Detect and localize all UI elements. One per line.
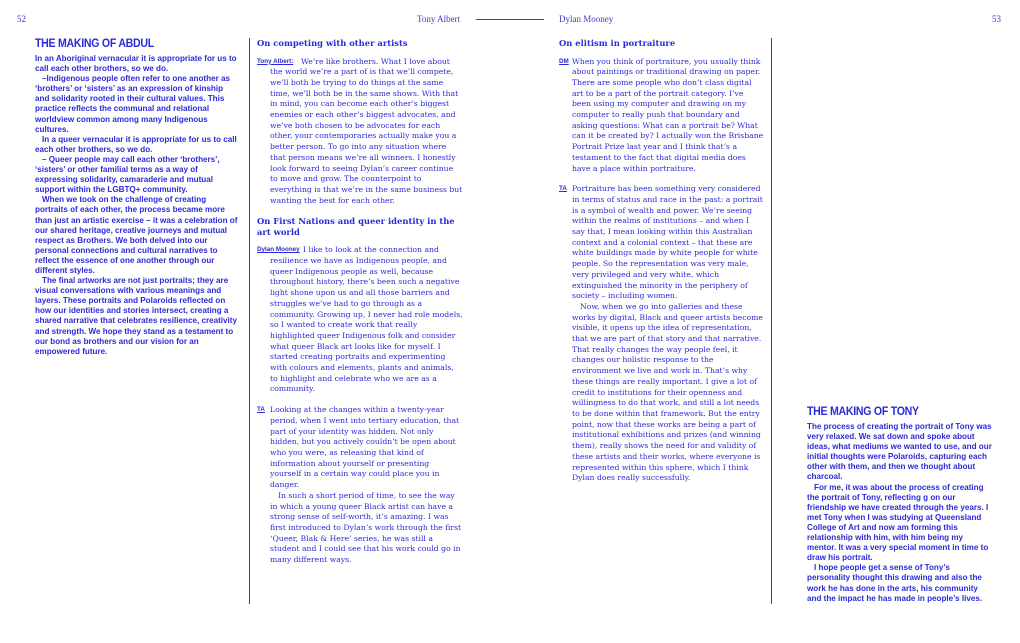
tony-paragraph: I hope people get a sense of Tony’s personality thought this drawing and also the work he has done in the arts, his community and the impact he has made in people’s lives.	[807, 563, 983, 603]
interview-answer	[559, 184, 764, 484]
tony-paragraph: The process of creating the portrait of Tony was very relaxed. We sat down and spoke about ideas, what mediums we wanted to use, and our initial thoughts were Polaroids, capturing each other with them, and then we thought about charcoal.	[807, 422, 992, 482]
tony-paragraph: For me, it was about the process of creating the portrait of Tony, reflecting g on our friendship we have created through the years. I met Tony when I was studying at Queensland College of Art and now am forming this relationship with him, with him being my mentor. It was a very special moment in time to draw his portrait.	[807, 482, 989, 563]
speaker-label: TA	[257, 406, 265, 414]
answer-text: I like to look at the connection and resilience we have as Indigenous people, and queer Indigenous people as well, because throughout history, there’s been such a negative light shone upon us and all those barriers and struggles we’ve had to go through as a community. Growing up, I never had role models, so I wanted to create work that really highlighted queer Indigenous folk and consider what queer Black art looks like for myself. I started creating portraits and experimenting with colours and elements, plants and animals, to highlight and celebrate who we are as a community.	[270, 245, 463, 394]
section-title-identity: On First Nations and queer identity in the art world	[257, 216, 455, 237]
interview-answer	[257, 245, 463, 395]
column-rule-right	[771, 38, 772, 604]
running-header-left: Tony Albert	[417, 14, 461, 24]
page-number-right: 53	[992, 14, 1001, 24]
making-of-tony-heading: THE MAKING OF TONY	[807, 406, 919, 418]
answer-text: Portraiture has been something very considered in terms of status and race in the past: a portrait is a symbol of wealth and power. We’re seeing within the realms of institutions – and when I say that, I mean looking within this Australian context and a colonial context – that these are white buildings made by white people for white people. So the representation was very male, very privileged and very white, which extinguished the minority in the periphery of society – including women.	[572, 184, 763, 301]
answer-text: When you think of portraiture, you usually think about paintings or traditional drawing on paper. There are some people who don’t class digital art to be a part of the portrait category. I’ve been using my computer and drawing on my computer to really push that boundary and asking questions: What can a portrait be? What can it be created by? I actually won the Brisbane Portrait Prize last year and I think that’s a testament to the fact that digital media does have a place within portraiture.	[572, 56, 764, 173]
making-of-abdul-heading: THE MAKING OF ABDUL	[35, 38, 154, 50]
column-rule-left	[249, 38, 250, 604]
interview-column-left	[257, 38, 463, 566]
making-of-tony-column	[807, 406, 993, 604]
speaker-label: DM	[559, 57, 569, 65]
answer-text: Now, when we go into galleries and these works by digital, Black and queer artists become visible, it opens up the idea of representation, that we are part of that story and that narrative. That really changes the way people feel, it changes our holistic response to the environment we live and work in. That’s why these things are really important. I give a lot of credit to institutions for their openness and willingness to do that work, and still a lot needs to be done within that framework. But the entry point, now that these works are being a part of institutional exhibitions and prizes (and winning them), really shows the need for and validity of these artists and their works, where everyone is represented within this sphere, which I think Dylan does really successfully.	[572, 301, 763, 483]
speaker-label: Dylan Mooney	[257, 246, 300, 254]
making-of-abdul-body	[35, 54, 239, 357]
making-of-abdul-column	[35, 38, 239, 357]
running-header-right: Dylan Mooney	[559, 14, 614, 24]
abdul-paragraph: – Queer people may call each other ‘brothers’, ‘sisters’ or other familial terms as a way of expressing solidarity, camaraderie and mutual support within the LGBTQ+ community.	[35, 154, 220, 195]
interview-answer	[257, 57, 463, 207]
interview-column-right	[559, 38, 764, 484]
abdul-paragraph: When we took on the challenge of creating portraits of each other, the process became more than just an artistic exercise – it was a celebration of our shared heritage, creative journeys and mutual respect as Brothers. We both delved into our personal connections and cultural narratives to reflect the essence of one another through our different styles.	[35, 195, 238, 275]
section-title-elitism: On elitism in portraiture	[559, 38, 676, 48]
section-title-competing: On competing with other artists	[257, 38, 408, 48]
interview-answer	[559, 57, 764, 175]
abdul-paragraph: The final artworks are not just portraits; they are visual conversations with various meanings and layers. These portraits and Polaroids reflected on how our identities and stories intersect, creating a shared narrative that celebrates resilience, creativity and strength. We hope they stand as a testament to our bond as brothers and our vision for an empowered future.	[35, 276, 237, 356]
page-number-left: 52	[17, 14, 26, 24]
answer-text: We’re like brothers. What I love about the world we’re a part of is that we’ll compete, we’ll both be trying to do things at the same time, we’ll both be in the same shows. With that in mind, you can become each other’s biggest enemies or each other’s biggest advocates, and we’ve both chosen to be advocates for each other, your contemporaries actually make you a better person. To go into any situation where that person means we’re all winners. I honestly look forward to seeing Dylan’s career continue to move and grow. The counterpoint to everything is that we’re in the same business but wanting the best for each other.	[270, 56, 463, 205]
abdul-paragraph: In a queer vernacular it is appropriate for us to call each other brothers, so we do.	[35, 134, 237, 154]
speaker-label: Tony Albert:	[257, 57, 294, 65]
abdul-paragraph: In an Aboriginal vernacular it is appropriate for us to call each other brothers, so we do.	[35, 54, 237, 74]
header-rule	[476, 19, 544, 20]
interview-answer	[257, 405, 463, 566]
speaker-label: TA	[559, 185, 567, 193]
answer-text: In such a short period of time, to see the way in which a young queer Black artist can have a strong sense of self-worth, it’s amazing. I was first introduced to Dylan’s work through the first ‘Queer, Blak & Here’ series, he was still a student and I could see that his work could go in many different ways.	[270, 490, 462, 565]
answer-text: Looking at the changes within a twenty-year period, when I went into tertiary education, that part of your identity was hidden. Not only hidden, but you actively couldn’t be open about who you were, as releasing that kind of information about yourself or presenting yourself in a certain way could place you in danger.	[270, 405, 460, 490]
making-of-tony-body	[807, 422, 993, 604]
abdul-paragraph: –Indigenous people often refer to one another as ‘brothers’ or ‘sisters’ as an expression of kinship and solidarity rooted in their cultural values. This practice reflects the communal and relational worldview common among many Indigenous cultures.	[35, 74, 230, 134]
